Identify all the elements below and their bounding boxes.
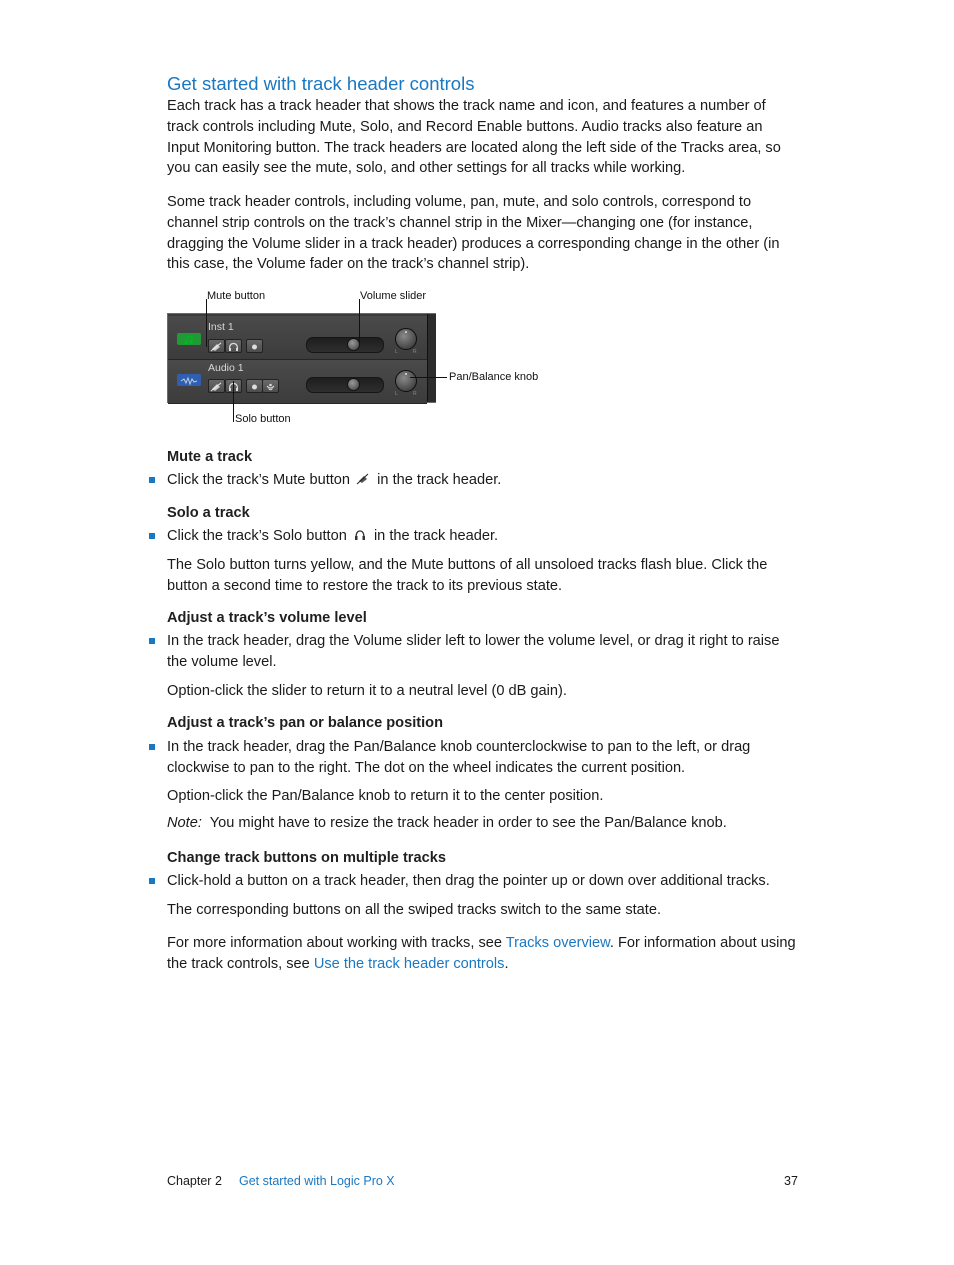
solo-heading: Solo a track — [167, 505, 250, 521]
input-monitoring-icon — [263, 381, 278, 393]
bullet-marker — [149, 744, 157, 752]
solo-bullet-text-after: in the track header. — [373, 528, 499, 544]
bullet-marker — [149, 638, 157, 646]
solo-bullet-text-before: Click the track’s Solo button — [167, 528, 347, 544]
page-number: 37 — [784, 1174, 798, 1188]
footer-chapter-title[interactable]: Get started with Logic Pro X — [239, 1174, 395, 1188]
record-icon — [247, 341, 262, 353]
mute-button[interactable] — [208, 339, 225, 353]
instrument-track-icon — [177, 333, 201, 345]
volume-slider[interactable] — [306, 337, 384, 353]
link-use-track-header-controls[interactable]: Use the track header controls — [313, 955, 505, 972]
pan-balance-knob[interactable] — [395, 328, 417, 350]
intro-paragraph-2: Some track header controls, including volume, pan, mute, and solo controls, correspond to channel strip controls on the track’s channel strip in the Mixer—changing one (for instance, dragging the Volume slider in a track header) produces a corresponding change in the other (in this case, the Volume fader on the track’s channel strip). — [167, 194, 780, 273]
multiple-body: The corresponding buttons on all the swiped tracks switch to the same state. — [167, 902, 662, 918]
track-header-edge — [427, 314, 436, 402]
callout-pan-knob: Pan/Balance knob — [449, 371, 539, 383]
pan-body: Option-click the Pan/Balance knob to return it to the center position. — [167, 788, 604, 804]
headphones-icon — [353, 527, 367, 539]
volume-leader-line — [359, 299, 360, 344]
solo-body: The Solo button turns yellow, and the Mute buttons of all unsoloed tracks flash blue. Click the button a second time to restore the track to its previous state. — [167, 557, 768, 594]
mute-leader-line — [206, 299, 207, 347]
mute-bullet-text-before: Click the track’s Mute button — [167, 472, 351, 488]
mute-icon — [356, 471, 370, 483]
note-text: You might have to resize the track header in order to see the Pan/Balance knob. — [209, 815, 727, 831]
track-header-row[interactable] — [168, 360, 427, 404]
more-info-text-3: . — [504, 955, 509, 972]
solo-bullet — [167, 526, 797, 547]
bullet-marker — [149, 477, 157, 485]
track-name: Audio 1 — [208, 362, 244, 374]
pan-leader-line — [410, 377, 447, 378]
pan-bullet: In the track header, drag the Pan/Balance knob counterclockwise to pan to the left, or drag clockwise to pan to the right. The dot on the wheel indicates the current position. — [167, 739, 751, 776]
volume-slider-handle[interactable] — [347, 378, 360, 391]
bullet-marker — [149, 533, 157, 541]
callout-solo-button: Solo button — [235, 413, 291, 425]
track-name: Inst 1 — [208, 321, 234, 333]
mute-heading: Mute a track — [167, 449, 253, 465]
footer-chapter-label: Chapter 2 — [167, 1174, 222, 1188]
note-label: Note: — [167, 815, 202, 831]
volume-body: Option-click the slider to return it to a neutral level (0 dB gain). — [167, 683, 567, 699]
section-title: Get started with track header controls — [167, 73, 475, 94]
volume-bullet: In the track header, drag the Volume slider left to lower the volume level, or drag it right to raise the volume level. — [167, 633, 780, 670]
record-enable-button[interactable] — [246, 339, 263, 353]
pan-right-label: R — [413, 391, 417, 397]
bullet-marker — [149, 878, 157, 886]
multiple-bullet: Click-hold a button on a track header, then drag the pointer up or down over additional tracks. — [167, 873, 770, 889]
multiple-heading: Change track buttons on multiple tracks — [167, 850, 446, 866]
input-monitoring-button[interactable] — [262, 379, 279, 393]
record-icon — [247, 381, 262, 393]
more-info-paragraph — [167, 933, 797, 975]
mute-button[interactable] — [208, 379, 225, 393]
callout-mute-button: Mute button — [207, 290, 266, 302]
record-enable-button[interactable] — [246, 379, 263, 393]
track-header-figure — [167, 313, 436, 403]
more-info-text-1: For more information about working with tracks, see — [167, 935, 506, 951]
pan-heading: Adjust a track’s pan or balance position — [167, 715, 443, 731]
headphones-icon — [226, 341, 241, 353]
volume-slider[interactable] — [306, 377, 384, 393]
solo-button[interactable] — [225, 339, 242, 353]
intro-paragraph-1: Each track has a track header that shows the track name and icon, and features a number of track controls including Mute, Solo, and Record Enable buttons. Audio tracks also feature an Input Monitoring button. The track headers are located along the left side of the Tracks area, so you can easily see the mute, solo, and other settings for all tracks while working. — [167, 98, 781, 177]
callout-volume-slider: Volume slider — [360, 290, 427, 302]
pan-note — [167, 813, 797, 834]
mute-icon — [209, 381, 224, 393]
solo-leader-line — [233, 381, 234, 422]
mute-icon — [209, 341, 224, 353]
pan-left-label: L — [395, 349, 398, 355]
more-info-text-2: . For information about using the track controls, see — [167, 935, 796, 972]
mute-bullet — [167, 470, 797, 491]
pan-right-label: R — [413, 349, 417, 355]
volume-heading: Adjust a track’s volume level — [167, 610, 367, 626]
pan-left-label: L — [395, 391, 398, 397]
audio-track-icon — [177, 374, 201, 386]
mute-bullet-text-after: in the track header. — [377, 472, 502, 488]
pan-balance-knob[interactable] — [395, 370, 417, 392]
link-tracks-overview[interactable]: Tracks overview — [505, 935, 610, 951]
